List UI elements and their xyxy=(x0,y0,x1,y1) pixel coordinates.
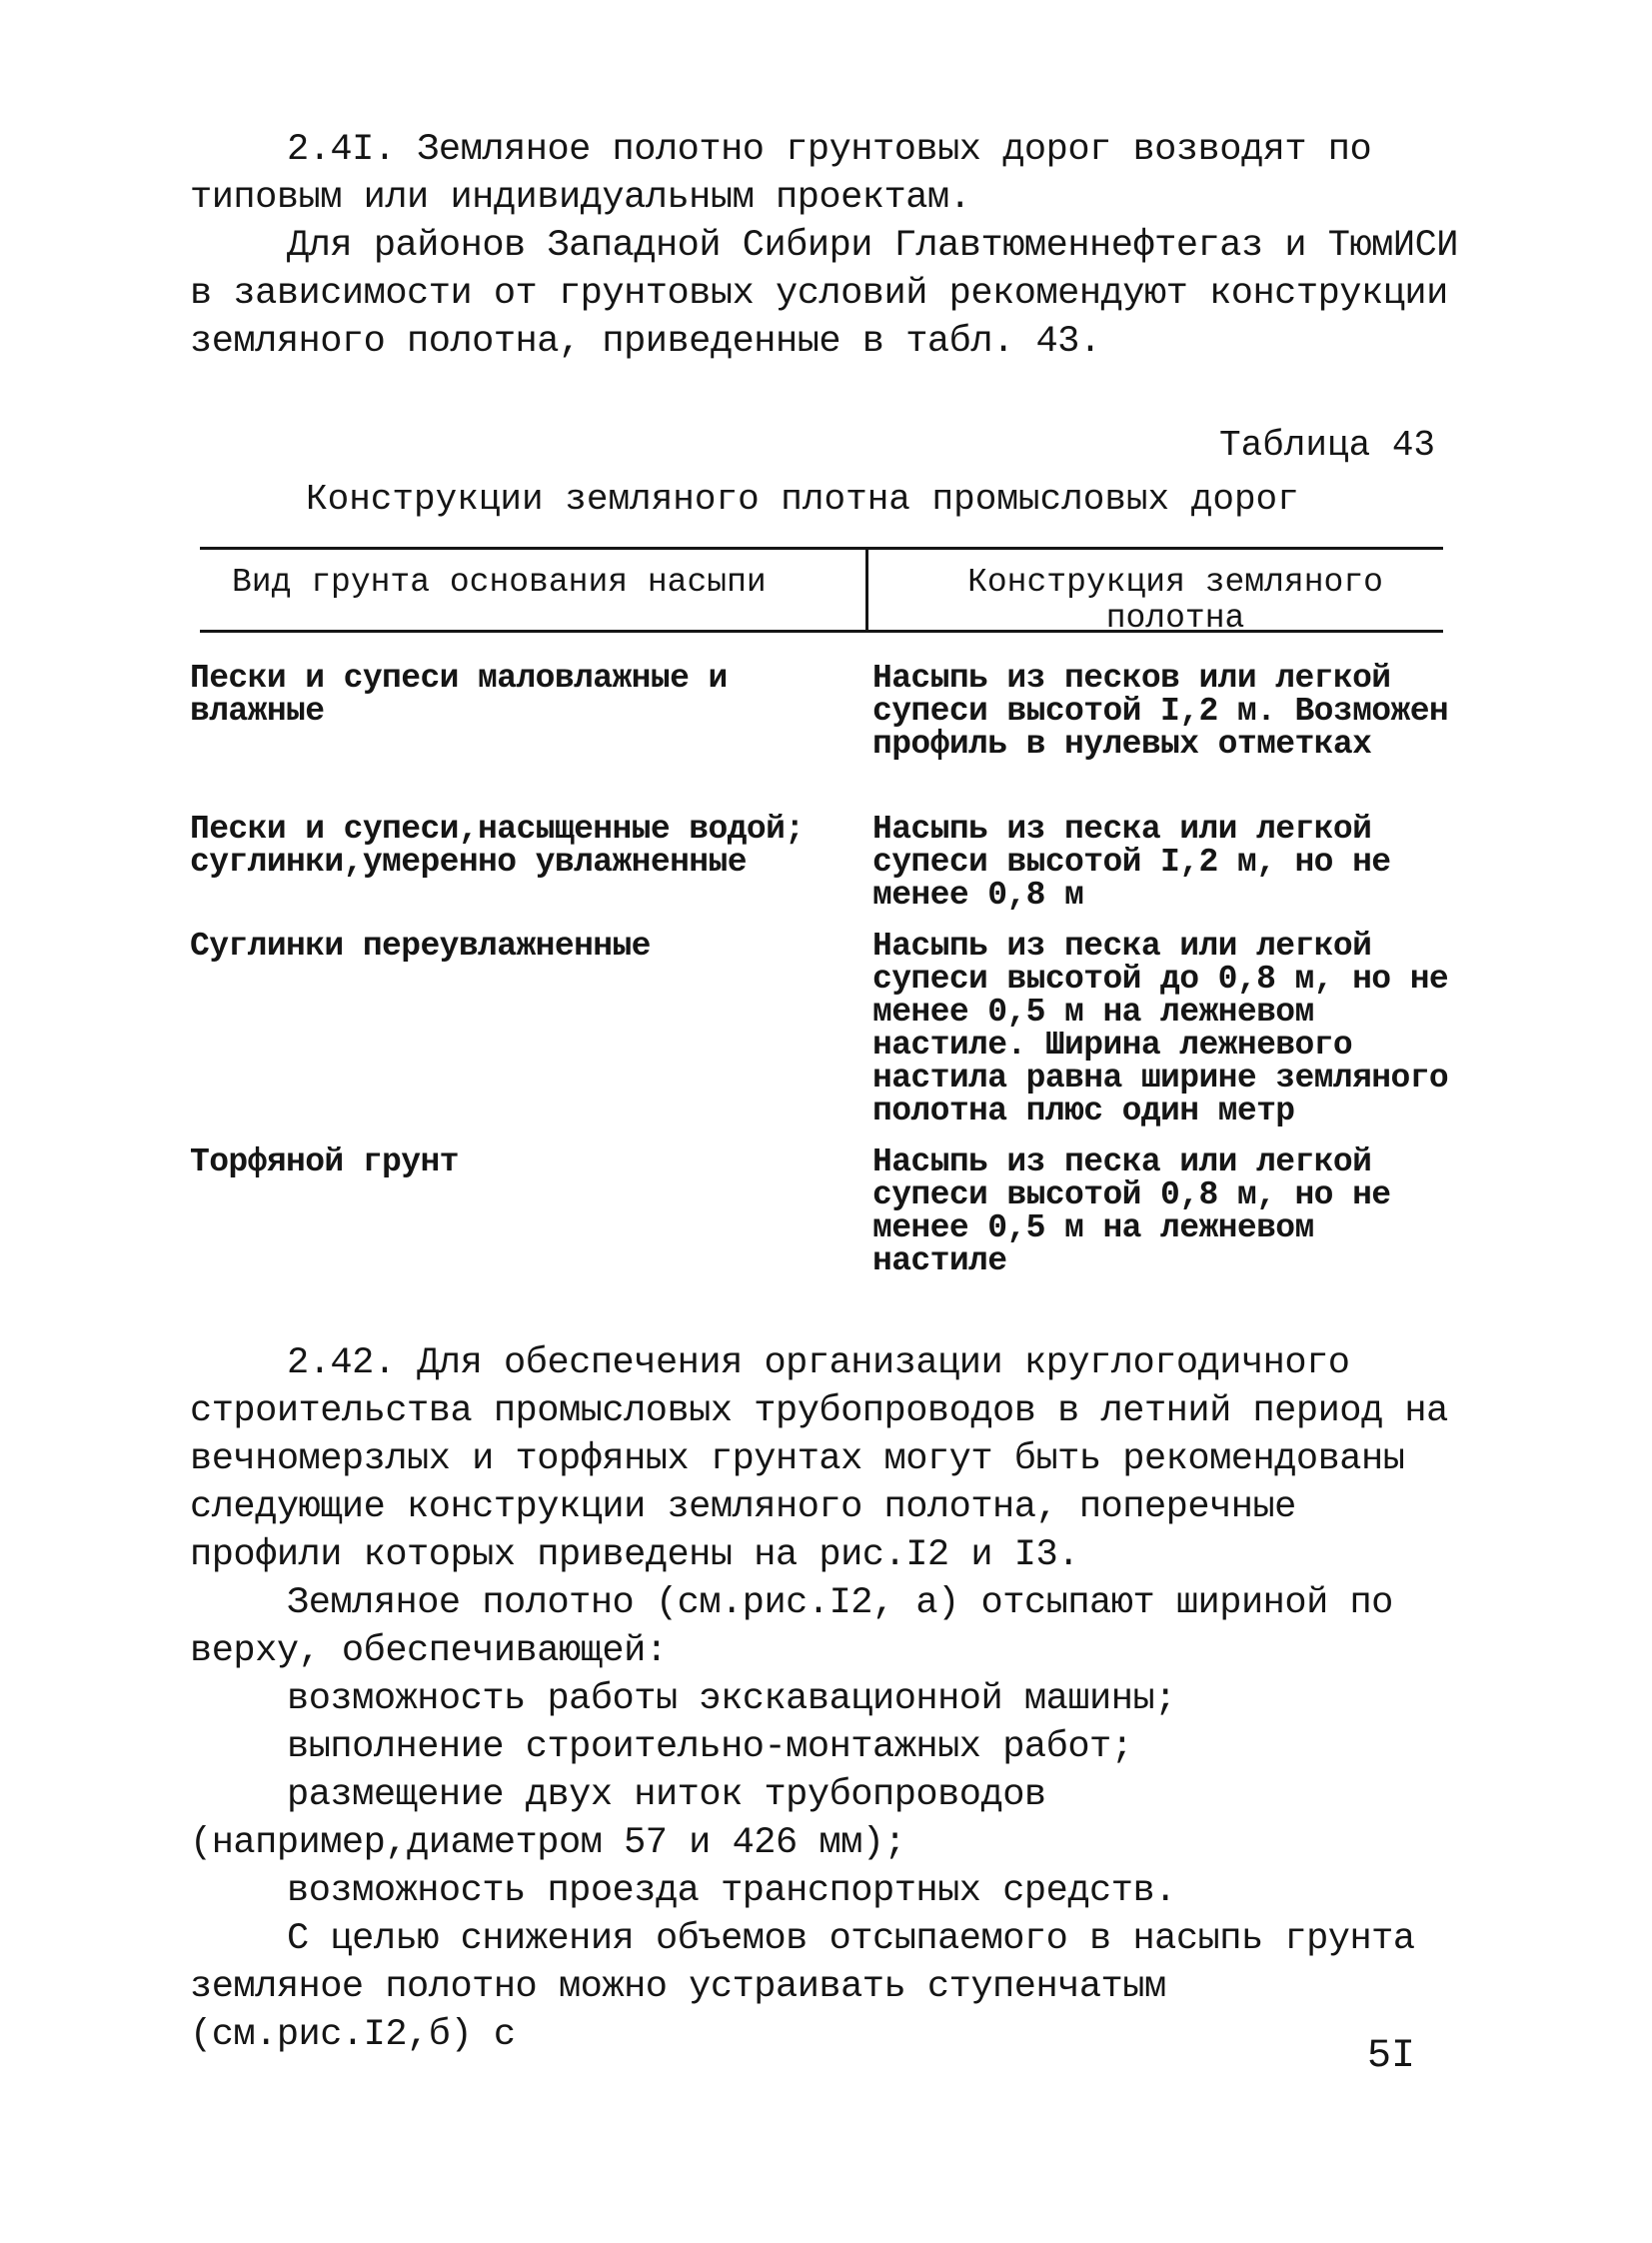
table-header-rule xyxy=(200,630,1443,633)
table-row-2-construction: Насыпь из песка или легкой супеси высотой I,2 м, но не менее 0,8 м xyxy=(872,811,1391,914)
table-header-divider xyxy=(865,550,868,630)
table-header-soil: Вид грунта основания насыпи xyxy=(232,564,767,601)
list-item-3: размещение двух ниток трубопроводов (например,диаметром 57 и 426 мм); xyxy=(190,1774,1046,1864)
table-top-rule xyxy=(200,547,1443,550)
table-title: Конструкции земляного плотна промысловых дорог xyxy=(306,479,1299,520)
table-header-construction: Конструкция земляного полотна xyxy=(967,564,1383,637)
table-row-3-construction: Насыпь из песка или легкой супеси высотой до 0,8 м, но не менее 0,5 м на лежневом настиле. Ширина лежневого настила равна ширине земляного полотна плюс один метр xyxy=(872,928,1449,1129)
table-row-1-soil: Пески и супеси маловлажные и влажные xyxy=(190,660,728,730)
paragraph-stepped: С целью снижения объемов отсыпаемого в насыпь грунта земляное полотно можно устраивать ступенчатым (см.рис.I2,б) с xyxy=(190,1918,1415,2056)
table-row-1-construction: Насыпь из песков или легкой супеси высотой I,2 м. Возможен профиль в нулевых отметках xyxy=(872,660,1449,763)
paragraph-regions: Для районов Западной Сибири Главтюменнефтегаз и ТюмИСИ в зависимости от грунтовых условий рекомендуют конструкции земляного полотна, приведенные в табл. 43. xyxy=(190,225,1458,363)
list-item-4: возможность проезда транспортных средств. xyxy=(287,1870,1176,1912)
table-row-3-soil: Суглинки переувлажненные xyxy=(190,928,651,965)
list-item-2: выполнение строительно-монтажных работ; xyxy=(287,1726,1133,1768)
table-row-2-soil: Пески и супеси,насыщенные водой; суглинки,умеренно увлажненные xyxy=(190,811,805,881)
paragraph-2-41: 2.4I. Земляное полотно грунтовых дорог возводят по типовым или индивидуальным проектам. xyxy=(190,129,1372,219)
list-item-1: возможность работы экскавационной машины; xyxy=(287,1678,1176,1720)
paragraph-2-42: 2.42. Для обеспечения организации круглогодичного строительства промысловых трубопроводов в летний период на вечномерзлых и торфяных грунтах могут быть рекомендованы следующие конструкции земляного полотна, поперечные профили которых приведены на рис.I2 и I3. xyxy=(190,1342,1448,1576)
page-number: 5I xyxy=(1366,2034,1415,2079)
table-label: Таблица 43 xyxy=(1219,425,1436,466)
paragraph-embankment: Земляное полотно (см.рис.I2, а) отсыпают шириной по верху, обеспечивающей: xyxy=(190,1582,1393,1672)
table-row-4-construction: Насыпь из песка или легкой супеси высотой 0,8 м, но не менее 0,5 м на лежневом настиле xyxy=(872,1143,1391,1279)
table-row-4-soil: Торфяной грунт xyxy=(190,1143,459,1180)
